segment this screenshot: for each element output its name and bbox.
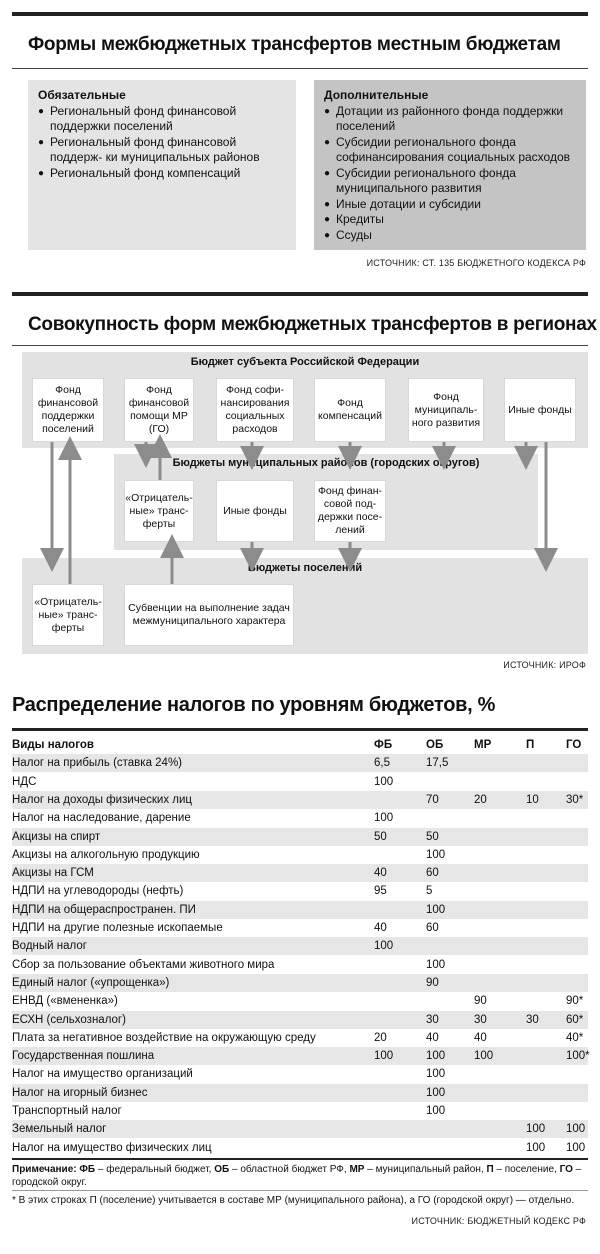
fund-settlement-support-mr: Фонд финан- совой под- держки посе- лений: [314, 480, 386, 542]
table-row: [12, 864, 588, 882]
tax-name-cell: ЕНВД («вмененка»): [12, 995, 118, 1008]
value-cell: 70: [426, 793, 439, 806]
tax-name-cell: Налог на имущество физических лиц: [12, 1141, 212, 1154]
value-cell: 90*: [566, 995, 584, 1008]
tax-name-cell: Земельный налог: [12, 1123, 107, 1136]
column-header: ОБ: [426, 739, 444, 751]
list-item: ● Региональный фонд компенсаций: [38, 166, 286, 182]
value-cell: 100: [426, 848, 446, 861]
value-cell: 60: [426, 922, 439, 934]
note-text: – городской округ.: [12, 1164, 582, 1188]
value-cell: 5: [426, 885, 433, 898]
section1-title: Формы межбюджетных трансфертов местным бюджетам: [28, 34, 561, 55]
tax-name-cell: НДПИ на углеводороды (нефть): [12, 885, 184, 898]
value-cell: 100: [374, 775, 394, 788]
value-cell: 40: [374, 867, 387, 880]
note-abbr: ОБ: [214, 1164, 230, 1175]
fund-negative-transfers-settlement: «Отрицатель- ные» транс- ферты: [32, 584, 104, 646]
note-text: – областной бюджет РФ,: [229, 1164, 350, 1175]
list-item: ● Дотации из районного фонда поддержки поселений: [324, 104, 576, 135]
tax-name-cell: Налог на наследование, дарение: [12, 812, 191, 825]
additional-heading: Дополнительные: [324, 88, 429, 102]
table-row: [12, 956, 588, 974]
table-note: [12, 1163, 588, 1189]
table-row: [12, 1029, 588, 1047]
note-label: Примечание:: [12, 1164, 77, 1175]
note-divider: [12, 1190, 588, 1191]
column-header: ФБ: [374, 739, 393, 751]
table-row: [12, 846, 588, 864]
value-cell: 100: [426, 1050, 446, 1063]
table-row: [12, 1139, 588, 1157]
fund-social-cofinancing: Фонд софи- нансирования социальных расходов: [216, 378, 294, 442]
table-row: [12, 791, 588, 809]
fund-mr-assistance: Фонд финансовой помощи МР (ГО): [124, 378, 194, 442]
tax-name-cell: НДС: [12, 775, 37, 788]
table-row: [12, 1120, 588, 1138]
table-row: [12, 992, 588, 1010]
value-cell: 100: [526, 1141, 546, 1154]
mandatory-list: [38, 104, 286, 182]
fund-intermunicipal-subventions: Субвенции на выполнение задач межмуниципального характера: [124, 584, 294, 646]
tax-name-cell: ЕСХН (сельхозналог): [12, 1013, 126, 1026]
column-header: Виды налогов: [12, 739, 94, 751]
table-row: [12, 754, 588, 772]
table-bottom-rule: [12, 1158, 588, 1160]
value-cell: 10: [526, 793, 539, 806]
value-cell: 60*: [566, 1013, 584, 1026]
value-cell: 30: [474, 1013, 487, 1026]
table-row: [12, 1047, 588, 1065]
table-row: [12, 901, 588, 919]
value-cell: 50: [426, 830, 439, 843]
regional-budget-label: Бюджет субъекта Российской Федерации: [190, 356, 420, 368]
section3-source: ИСТОЧНИК: БЮДЖЕТНЫЙ КОДЕКС РФ: [411, 1216, 586, 1226]
column-header: П: [526, 739, 535, 751]
note-text: – поселение,: [493, 1164, 560, 1175]
table-footnote: * В этих строках П (поселение) учитывается в составе МР (муниципального района), а ГО (городской округ) — отдельно.: [12, 1195, 575, 1206]
tax-name-cell: Налог на игорный бизнес: [12, 1086, 148, 1099]
value-cell: 50: [374, 830, 387, 843]
value-cell: 20: [474, 793, 487, 806]
value-cell: 40: [474, 1031, 487, 1044]
table-row: [12, 773, 588, 791]
list-item: ● Региональный фонд финансовой поддерж- ки муниципальных районов: [38, 135, 286, 166]
fund-compensation: Фонд компенсаций: [314, 378, 386, 442]
value-cell: 100: [566, 1141, 586, 1154]
fund-settlement-support: Фонд финансовой поддержки поселений: [32, 378, 104, 442]
mandatory-heading: Обязательные: [38, 88, 126, 102]
value-cell: 30: [526, 1013, 539, 1026]
tax-name-cell: Водный налог: [12, 940, 87, 953]
note-abbr: П: [486, 1164, 494, 1175]
section2-title: Совокупность форм межбюджетных трансфертов в регионах: [28, 314, 597, 335]
value-cell: 6,5: [374, 757, 390, 770]
section3-title: Распределение налогов по уровням бюджетов, %: [12, 694, 496, 716]
value-cell: 20: [374, 1031, 387, 1044]
list-item: ● Иные дотации и субсидии: [324, 197, 576, 213]
table-row: [12, 974, 588, 992]
tax-name-cell: Единый налог («упрощенка»): [12, 976, 170, 989]
section2-divider: [12, 345, 588, 346]
section2-source: ИСТОЧНИК: ИРОФ: [503, 660, 586, 670]
section2-top-rule: [12, 292, 588, 296]
value-cell: 30*: [566, 793, 584, 806]
note-abbr: ФБ: [79, 1164, 96, 1175]
column-header: ГО: [566, 739, 582, 751]
section1-source: ИСТОЧНИК: СТ. 135 БЮДЖЕТНОГО КОДЕКСА РФ: [366, 258, 586, 268]
table-row: [12, 919, 588, 937]
note-text: – муниципальный район,: [364, 1164, 487, 1175]
table-header-row: [12, 736, 588, 754]
value-cell: 100: [426, 1068, 446, 1081]
list-item: ● Кредиты: [324, 212, 576, 228]
value-cell: 100: [374, 1050, 394, 1063]
tax-name-cell: Налог на доходы физических лиц: [12, 793, 193, 806]
table-row: [12, 937, 588, 955]
fund-negative-transfers-mr: «Отрицатель- ные» транс- ферты: [124, 480, 194, 542]
tax-name-cell: Акцизы на ГСМ: [12, 867, 94, 880]
fund-other-municipal: Иные фонды: [216, 480, 294, 542]
list-item: ● Региональный фонд финансовой поддержки поселений: [38, 104, 286, 135]
tax-name-cell: Сбор за пользование объектами животного мира: [12, 958, 275, 971]
value-cell: 40: [426, 1031, 439, 1044]
column-header: МР: [474, 739, 492, 751]
value-cell: 90: [474, 995, 487, 1008]
value-cell: 90: [426, 976, 439, 989]
value-cell: 100: [426, 1105, 446, 1117]
section1-top-rule: [12, 12, 588, 16]
tax-name-cell: Налог на имущество организаций: [12, 1068, 193, 1081]
table-row: [12, 1102, 588, 1120]
fund-municipal-development: Фонд муниципаль- ного развития: [408, 378, 484, 442]
value-cell: 100: [474, 1050, 494, 1063]
mandatory-transfers-box: [28, 80, 296, 250]
table-row: [12, 882, 588, 900]
value-cell: 100: [374, 940, 394, 953]
value-cell: 17,5: [426, 757, 449, 770]
note-text: – федеральный бюджет,: [95, 1164, 215, 1175]
fund-other-regional: Иные фонды: [504, 378, 576, 442]
section3-top-rule: [12, 728, 588, 731]
tax-name-cell: Акцизы на спирт: [12, 830, 101, 843]
table-row: [12, 828, 588, 846]
value-cell: 100: [566, 1123, 586, 1136]
value-cell: 100: [374, 812, 394, 825]
note-abbr: ГО: [559, 1164, 573, 1175]
additional-transfers-box: [314, 80, 586, 250]
value-cell: 100: [526, 1123, 546, 1136]
tax-name-cell: НДПИ на другие полезные ископаемые: [12, 922, 223, 934]
settlement-budget-label: Бюджеты поселений: [247, 562, 363, 574]
list-item: ● Субсидии регионального фонда муниципального развития: [324, 166, 576, 197]
table-row: [12, 1084, 588, 1102]
table-row: [12, 809, 588, 827]
note-abbr: МР: [349, 1164, 365, 1175]
value-cell: 100*: [566, 1050, 590, 1063]
section1-divider: [12, 68, 588, 69]
tax-name-cell: Государственная пошлина: [12, 1050, 155, 1063]
value-cell: 100: [426, 958, 446, 971]
tax-name-cell: Акцизы на алкогольную продукцию: [12, 848, 200, 861]
value-cell: 40*: [566, 1031, 584, 1044]
municipal-budget-label: Бюджеты муниципальных районов (городских округов): [172, 457, 480, 469]
table-row: [12, 1011, 588, 1029]
tax-distribution-table: [12, 736, 588, 1156]
value-cell: 30: [426, 1013, 439, 1026]
list-item: ● Субсидии регионального фонда софинансирования социальных расходов: [324, 135, 576, 166]
value-cell: 40: [374, 922, 387, 934]
value-cell: 100: [426, 903, 446, 916]
list-item: ● Ссуды: [324, 228, 576, 244]
table-row: [12, 1065, 588, 1083]
tax-name-cell: Налог на прибыль (ставка 24%): [12, 757, 183, 770]
value-cell: 60: [426, 867, 439, 880]
value-cell: 100: [426, 1086, 446, 1099]
tax-name-cell: Транспортный налог: [12, 1105, 122, 1117]
tax-name-cell: НДПИ на общераспространен. ПИ: [12, 903, 196, 916]
value-cell: 95: [374, 885, 387, 898]
additional-list: [324, 104, 576, 244]
tax-name-cell: Плата за негативное воздействие на окружающую среду: [12, 1031, 316, 1044]
